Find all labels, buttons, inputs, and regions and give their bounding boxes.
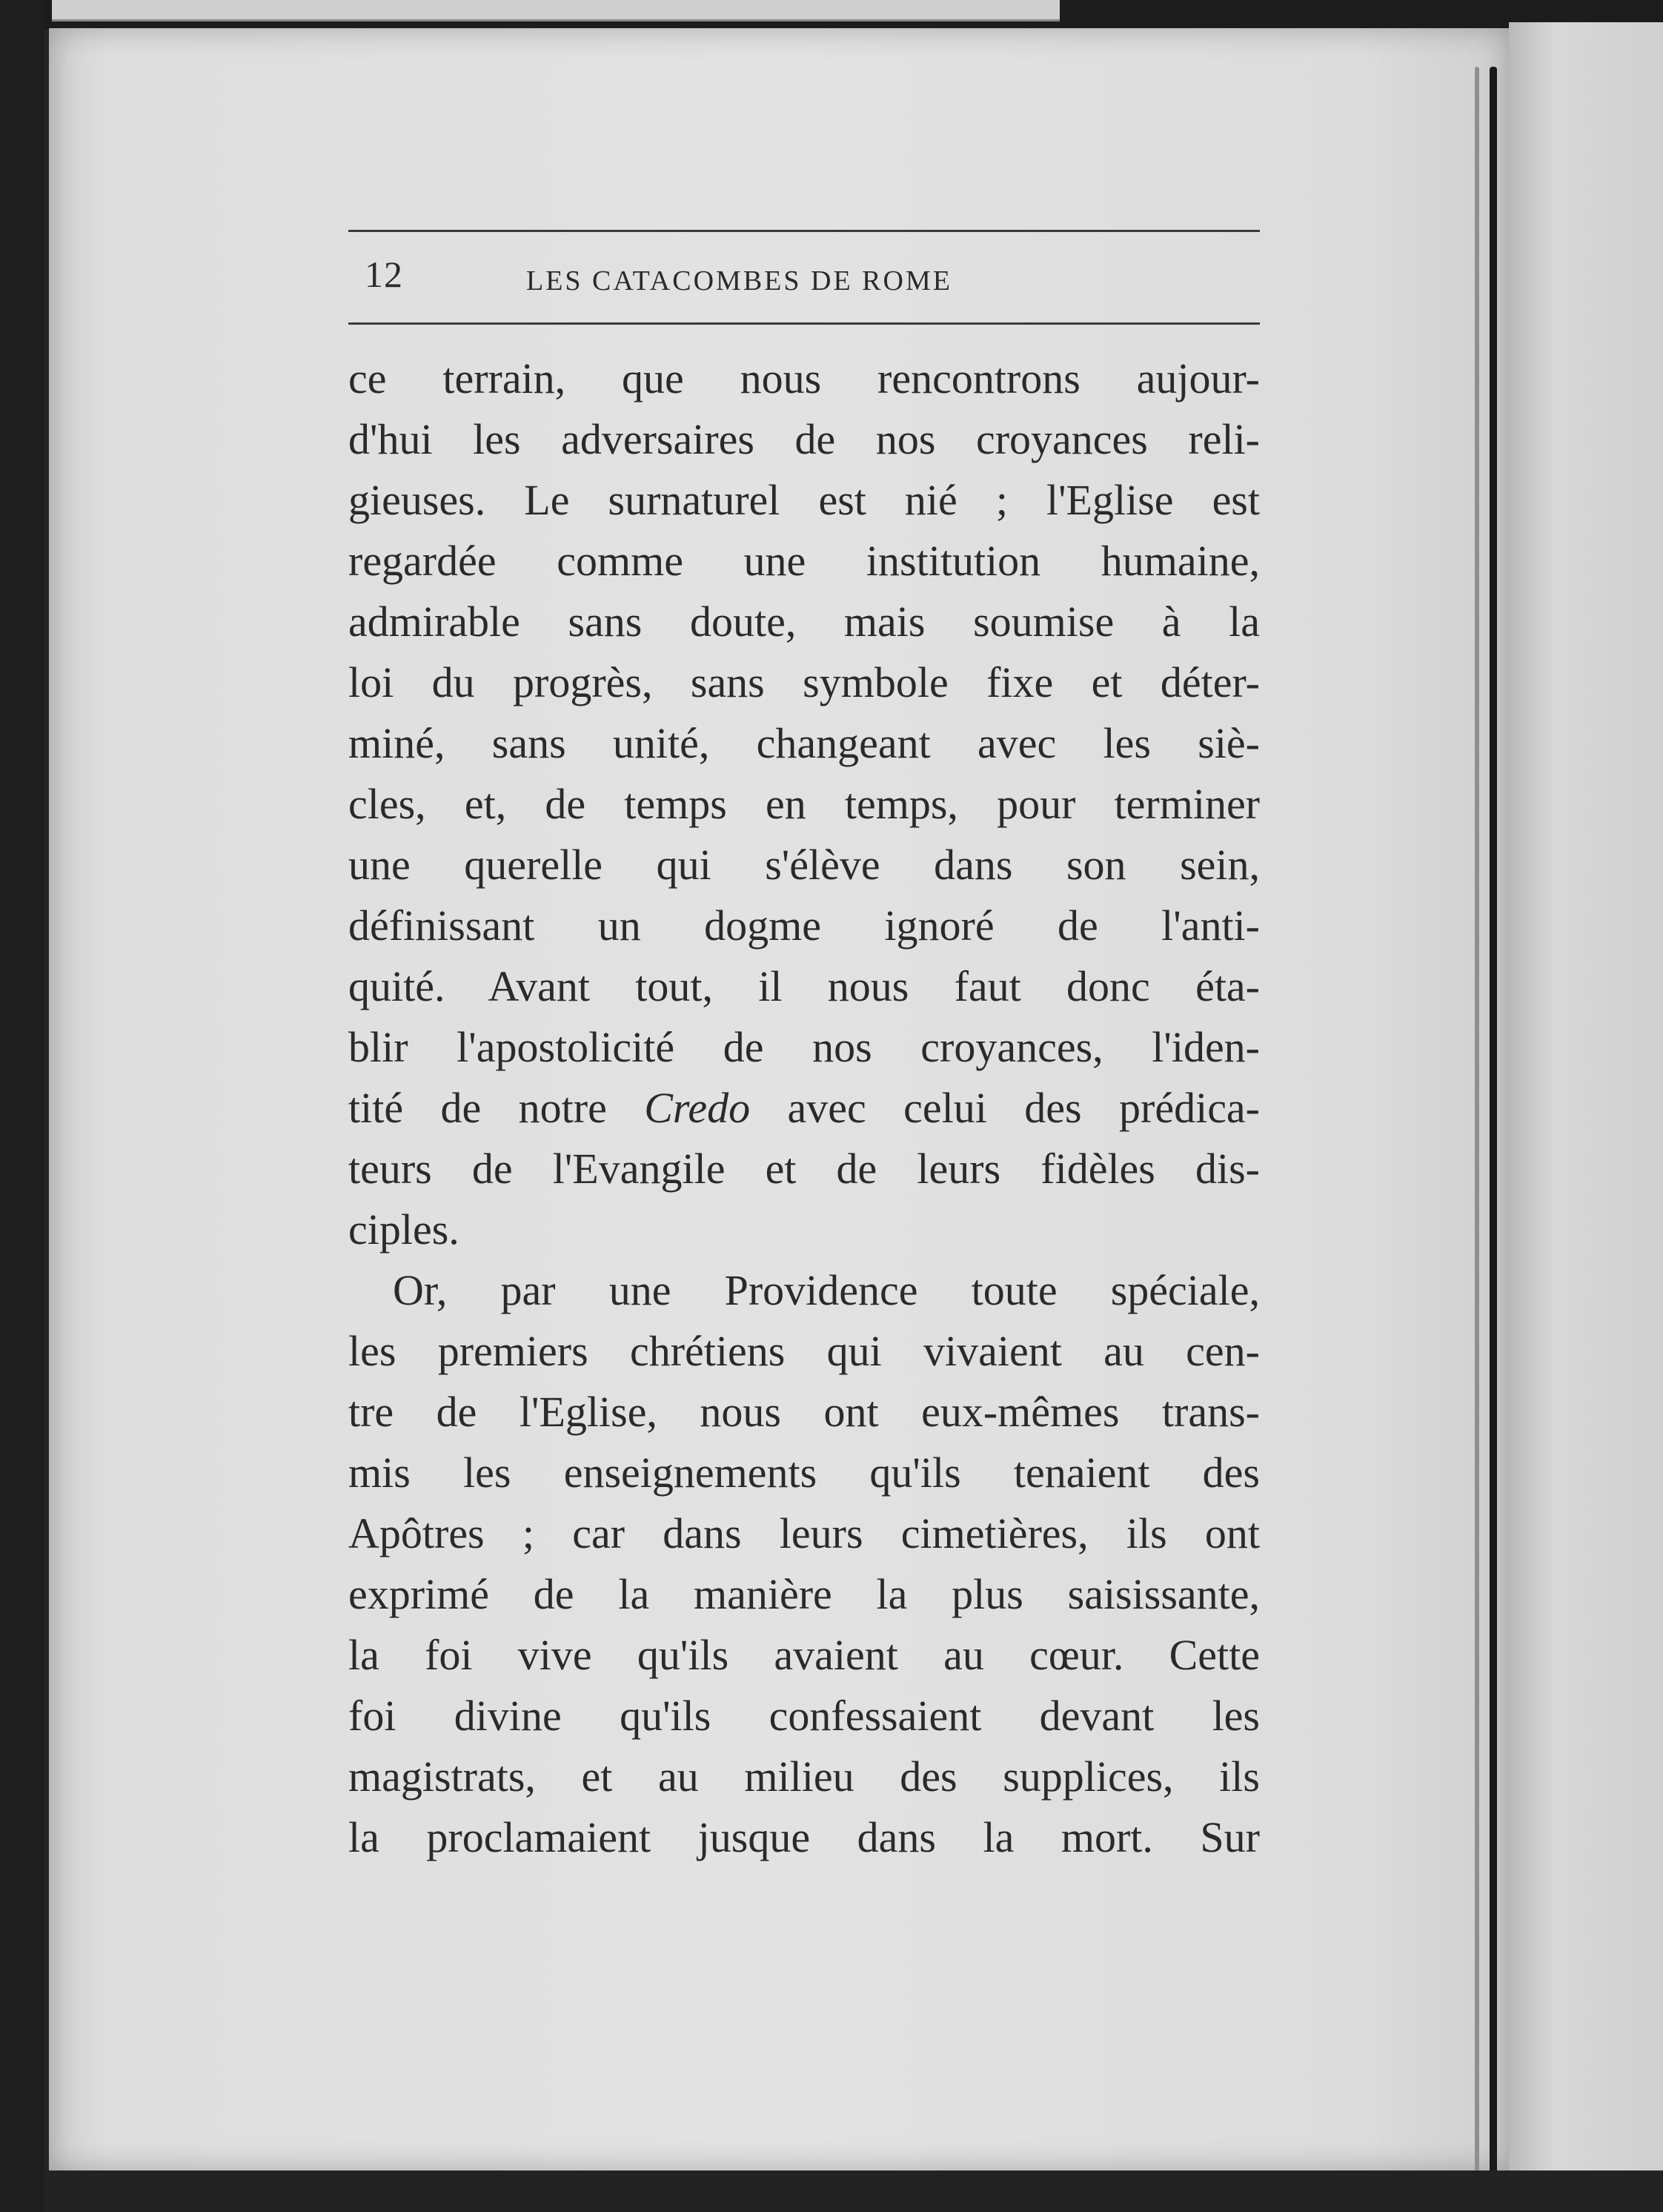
text-line: la foi vive qu'ils avaient au cœur. Cette — [348, 1631, 1260, 1679]
text-line: teurs de l'Evangile et de leurs fidèles dis- — [348, 1145, 1260, 1193]
gutter-shadow — [1475, 67, 1479, 2187]
text-line: ciples. — [348, 1205, 459, 1254]
text-line: tre de l'Eglise, nous ont eux-mêmes trans- — [348, 1388, 1260, 1436]
text-line: regardée comme une institution humaine, — [348, 537, 1260, 585]
italic-credo: Credo — [644, 1084, 751, 1132]
text-line-credo — [348, 1078, 1260, 1139]
book-gutter — [1490, 67, 1497, 2187]
text-line: loi du progrès, sans symbole fixe et déter- — [348, 658, 1260, 706]
text-line: la proclamaient jusque dans la mort. Sur — [348, 1813, 1260, 1861]
scan-border-bottom — [44, 2170, 1663, 2212]
text-line: magistrats, et au milieu des supplices, ils — [348, 1752, 1260, 1801]
text-line: ce terrain, que nous rencontrons aujour- — [348, 354, 1260, 403]
text-line: miné, sans unité, changeant avec les siè- — [348, 719, 1260, 767]
text-fragment: avec celui des prédica- — [750, 1084, 1260, 1132]
text-fragment: tité de notre — [348, 1084, 645, 1132]
text-line: blir l'apostolicité de nos croyances, l'iden- — [348, 1023, 1260, 1071]
text-line: mis les enseignements qu'ils tenaient des — [348, 1448, 1260, 1497]
text-line: d'hui les adversaires de nos croyances reli- — [348, 415, 1260, 463]
text-line: Apôtres ; car dans leurs cimetières, ils ont — [348, 1509, 1260, 1557]
text-line: foi divine qu'ils confessaient devant les — [348, 1692, 1260, 1740]
text-line: quité. Avant tout, il nous faut donc éta- — [348, 962, 1260, 1010]
text-line: Or, par une Providence toute spéciale, — [393, 1266, 1260, 1314]
scan-border-left — [0, 0, 44, 2212]
header-rule-bottom — [348, 322, 1260, 325]
running-title: LES CATACOMBES DE ROME — [526, 265, 952, 297]
text-line: cles, et, de temps en temps, pour terminer — [348, 780, 1260, 828]
page-number: 12 — [365, 254, 403, 295]
text-line: admirable sans doute, mais soumise à la — [348, 597, 1260, 646]
text-line: exprimé de la manière la plus saisissante, — [348, 1570, 1260, 1618]
text-line: les premiers chrétiens qui vivaient au cen- — [348, 1327, 1260, 1375]
running-head — [348, 232, 1260, 322]
page-text-block — [348, 230, 1260, 1868]
text-line: gieuses. Le surnaturel est nié ; l'Eglise est — [348, 476, 1260, 524]
text-line: une querelle qui s'élève dans son sein, — [348, 841, 1260, 889]
facing-page-edge — [1509, 22, 1663, 2172]
text-line: définissant un dogme ignoré de l'anti- — [348, 901, 1260, 950]
previous-page-edge — [52, 0, 1060, 21]
body-text — [348, 348, 1260, 1868]
